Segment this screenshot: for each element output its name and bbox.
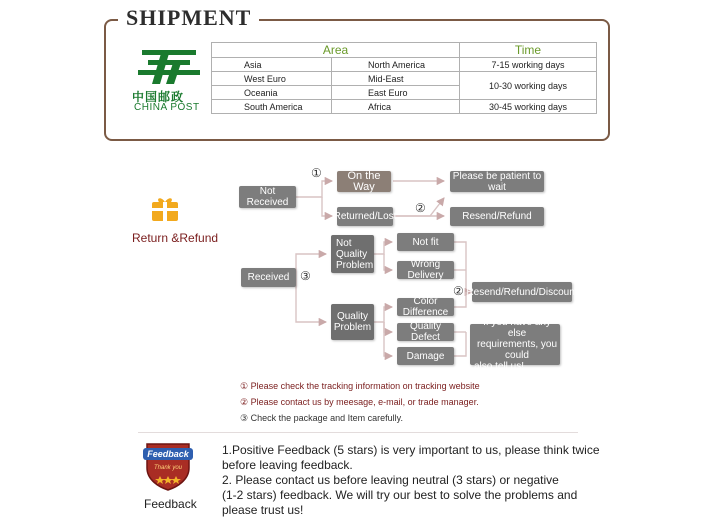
feedback-line: 2. Please contact us before leaving neutral (3 stars) or negative (222, 473, 559, 487)
wrong-delivery-box (397, 261, 454, 279)
shipment-title: SHIPMENT (118, 6, 259, 30)
quality-problem-box (331, 304, 374, 340)
cell-region: Asia (212, 58, 332, 72)
damage-text: Damage (406, 350, 445, 362)
step-marker-1: ① (311, 166, 322, 180)
note-1: ① Please check the tracking information on tracking website (240, 381, 480, 391)
not-received-box (239, 186, 296, 208)
feedback-line: (1-2 stars) feedback. We will try our best to solve the problems and (222, 488, 578, 502)
quality-defect-box (397, 323, 454, 341)
color-difference-box (397, 298, 454, 316)
be-patient-text: Please be patient to wait (452, 170, 542, 193)
resend-refund-discount-text: Resend/Refund/Discount (466, 286, 578, 298)
feedback-label: Feedback (144, 497, 197, 511)
not-fit-box (397, 233, 454, 251)
not-quality-line: Not (336, 237, 352, 249)
cell-region: Africa (332, 100, 460, 114)
step-marker-2: ② (415, 201, 426, 215)
on-the-way-text: On the Way (347, 169, 381, 193)
resend-refund-box (450, 207, 544, 226)
cell-time: 7-15 working days (460, 58, 597, 72)
cell-region: East Euro (332, 86, 460, 100)
not-quality-line: Quality (336, 248, 368, 260)
damage-box (397, 347, 454, 365)
badge-title: Feedback (147, 449, 189, 459)
feedback-line: before leaving feedback. (222, 458, 353, 472)
header-area: Area (212, 43, 460, 58)
quality-line: Problem (333, 322, 372, 333)
step-marker-2b: ② (453, 284, 464, 298)
be-patient-box (450, 171, 544, 192)
returned-lost-text: Returned/Lost (333, 211, 397, 222)
cell-region: North America (332, 58, 460, 72)
quality-line: Quality (336, 311, 369, 322)
cell-region: South America (212, 100, 332, 114)
received-box (241, 268, 296, 287)
return-refund-label: Return &Refund (132, 231, 219, 245)
any-else-line: If you have any else (483, 317, 551, 339)
feedback-line: 1.Positive Feedback (5 stars) is very important to us, please think twice (222, 443, 600, 457)
not-received-text: Not Received (246, 186, 289, 208)
feedback-line: please trust us! (222, 503, 304, 517)
returned-lost-box (333, 207, 397, 226)
header-time: Time (460, 43, 597, 58)
cell-region: Mid-East (332, 72, 460, 86)
on-the-way-box (337, 171, 391, 192)
feedback-divider (138, 432, 578, 433)
cell-time: 30-45 working days (460, 100, 597, 114)
note-3: ③ Check the package and Item carefully. (240, 413, 403, 423)
cell-region: Oceania (212, 86, 332, 100)
feedback-badge-icon (141, 440, 195, 492)
logo-english-text: CHINA POST (134, 102, 200, 113)
quality-defect-text: Quality Defect (409, 321, 442, 343)
color-difference-text: Color Difference (402, 296, 449, 318)
resend-refund-discount-box (466, 282, 578, 302)
note-2: ② Please contact us by meesage, e-mail, or trade manager. (240, 397, 479, 407)
resend-refund-text: Resend/Refund (462, 211, 532, 222)
any-else-callout (470, 317, 560, 372)
wrong-delivery-text: Wrong Delivery (407, 259, 444, 281)
step-marker-3: ③ (300, 269, 311, 283)
not-fit-text: Not fit (412, 236, 439, 248)
any-else-line: also tell us! (474, 361, 525, 372)
any-else-line: requirements, you could (476, 339, 558, 361)
received-text: Received (247, 272, 290, 283)
badge-sub: Thank you (153, 465, 183, 471)
logo-chinese-text: 中国邮政 (132, 90, 185, 104)
not-quality-line: Problem (336, 259, 374, 271)
cell-region: West Euro (212, 72, 332, 86)
cell-time: 10-30 working days (460, 72, 597, 100)
not-quality-problem-box (331, 235, 374, 273)
